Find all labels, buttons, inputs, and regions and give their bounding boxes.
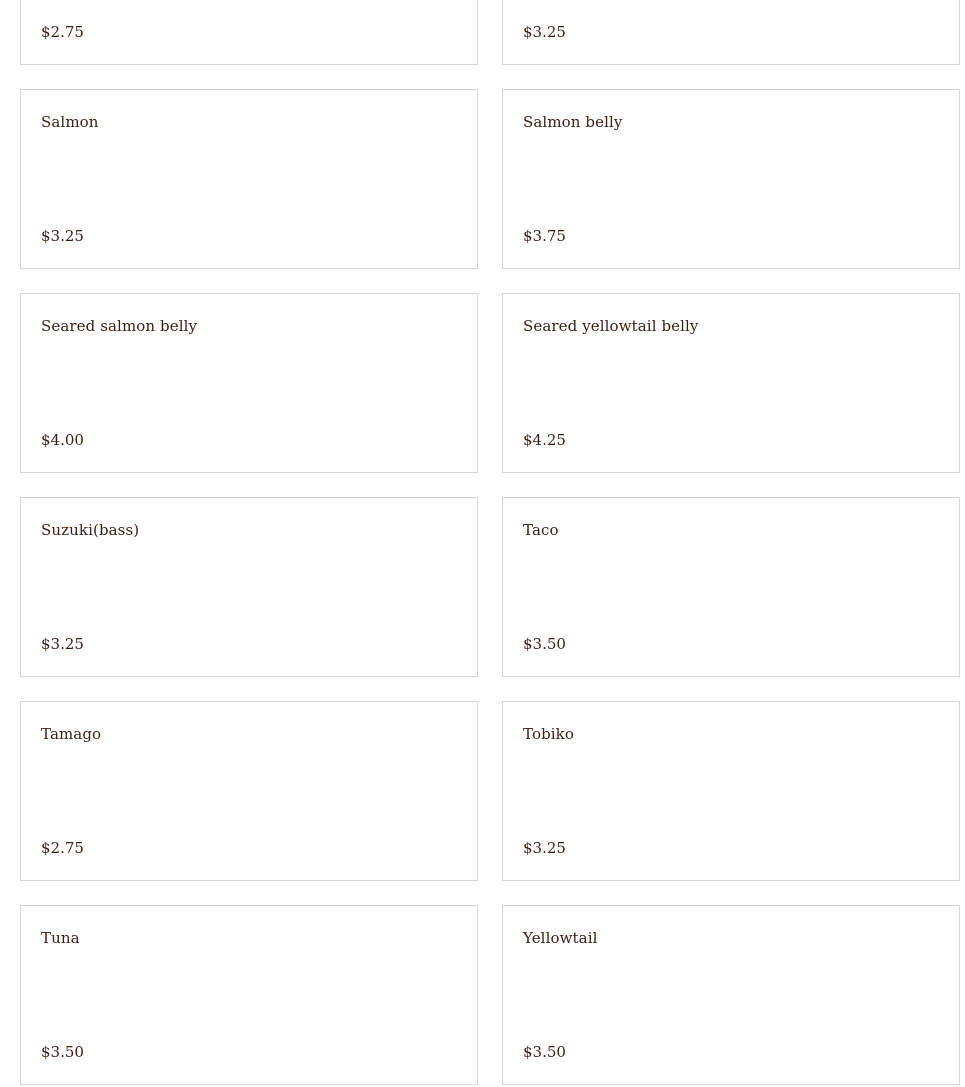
menu-item-card[interactable] — [502, 0, 960, 65]
menu-item-price: $2.75 — [41, 839, 84, 857]
menu-item-name: Tobiko — [523, 725, 574, 743]
menu-item-price: $3.50 — [523, 1043, 566, 1061]
menu-item-price: $3.25 — [523, 23, 566, 41]
menu-item-price: $3.75 — [523, 227, 566, 245]
menu-item-name: Yellowtail — [523, 929, 598, 947]
menu-item-card-tuna[interactable] — [20, 905, 478, 1085]
menu-item-card-yellowtail[interactable] — [502, 905, 960, 1085]
menu-item-price: $3.25 — [41, 227, 84, 245]
menu-item-name: Seared yellowtail belly — [523, 317, 699, 335]
menu-item-price: $3.25 — [41, 635, 84, 653]
menu-item-card-salmon-belly[interactable] — [502, 89, 960, 269]
menu-item-name: Seared salmon belly — [41, 317, 198, 335]
menu-item-name: Tuna — [41, 929, 80, 947]
menu-item-price: $4.00 — [41, 431, 84, 449]
menu-item-card-tamago[interactable] — [20, 701, 478, 881]
menu-item-card-seared-yellowtail-belly[interactable] — [502, 293, 960, 473]
menu-item-card-tobiko[interactable] — [502, 701, 960, 881]
menu-item-card[interactable] — [20, 0, 478, 65]
menu-item-price: $3.50 — [523, 635, 566, 653]
menu-item-card-seared-salmon-belly[interactable] — [20, 293, 478, 473]
menu-item-price: $3.50 — [41, 1043, 84, 1061]
menu-item-name: Salmon — [41, 113, 99, 131]
menu-item-price: $4.25 — [523, 431, 566, 449]
menu-item-price: $3.25 — [523, 839, 566, 857]
menu-item-grid — [20, 0, 960, 1085]
menu-item-name: Tamago — [41, 725, 102, 743]
menu-item-name: Taco — [523, 521, 559, 539]
menu-item-price: $2.75 — [41, 23, 84, 41]
menu-item-name: Salmon belly — [523, 113, 623, 131]
menu-item-card-salmon[interactable] — [20, 89, 478, 269]
menu-item-card-suzuki-bass[interactable] — [20, 497, 478, 677]
menu-item-card-taco[interactable] — [502, 497, 960, 677]
menu-item-name: Suzuki(bass) — [41, 521, 140, 539]
